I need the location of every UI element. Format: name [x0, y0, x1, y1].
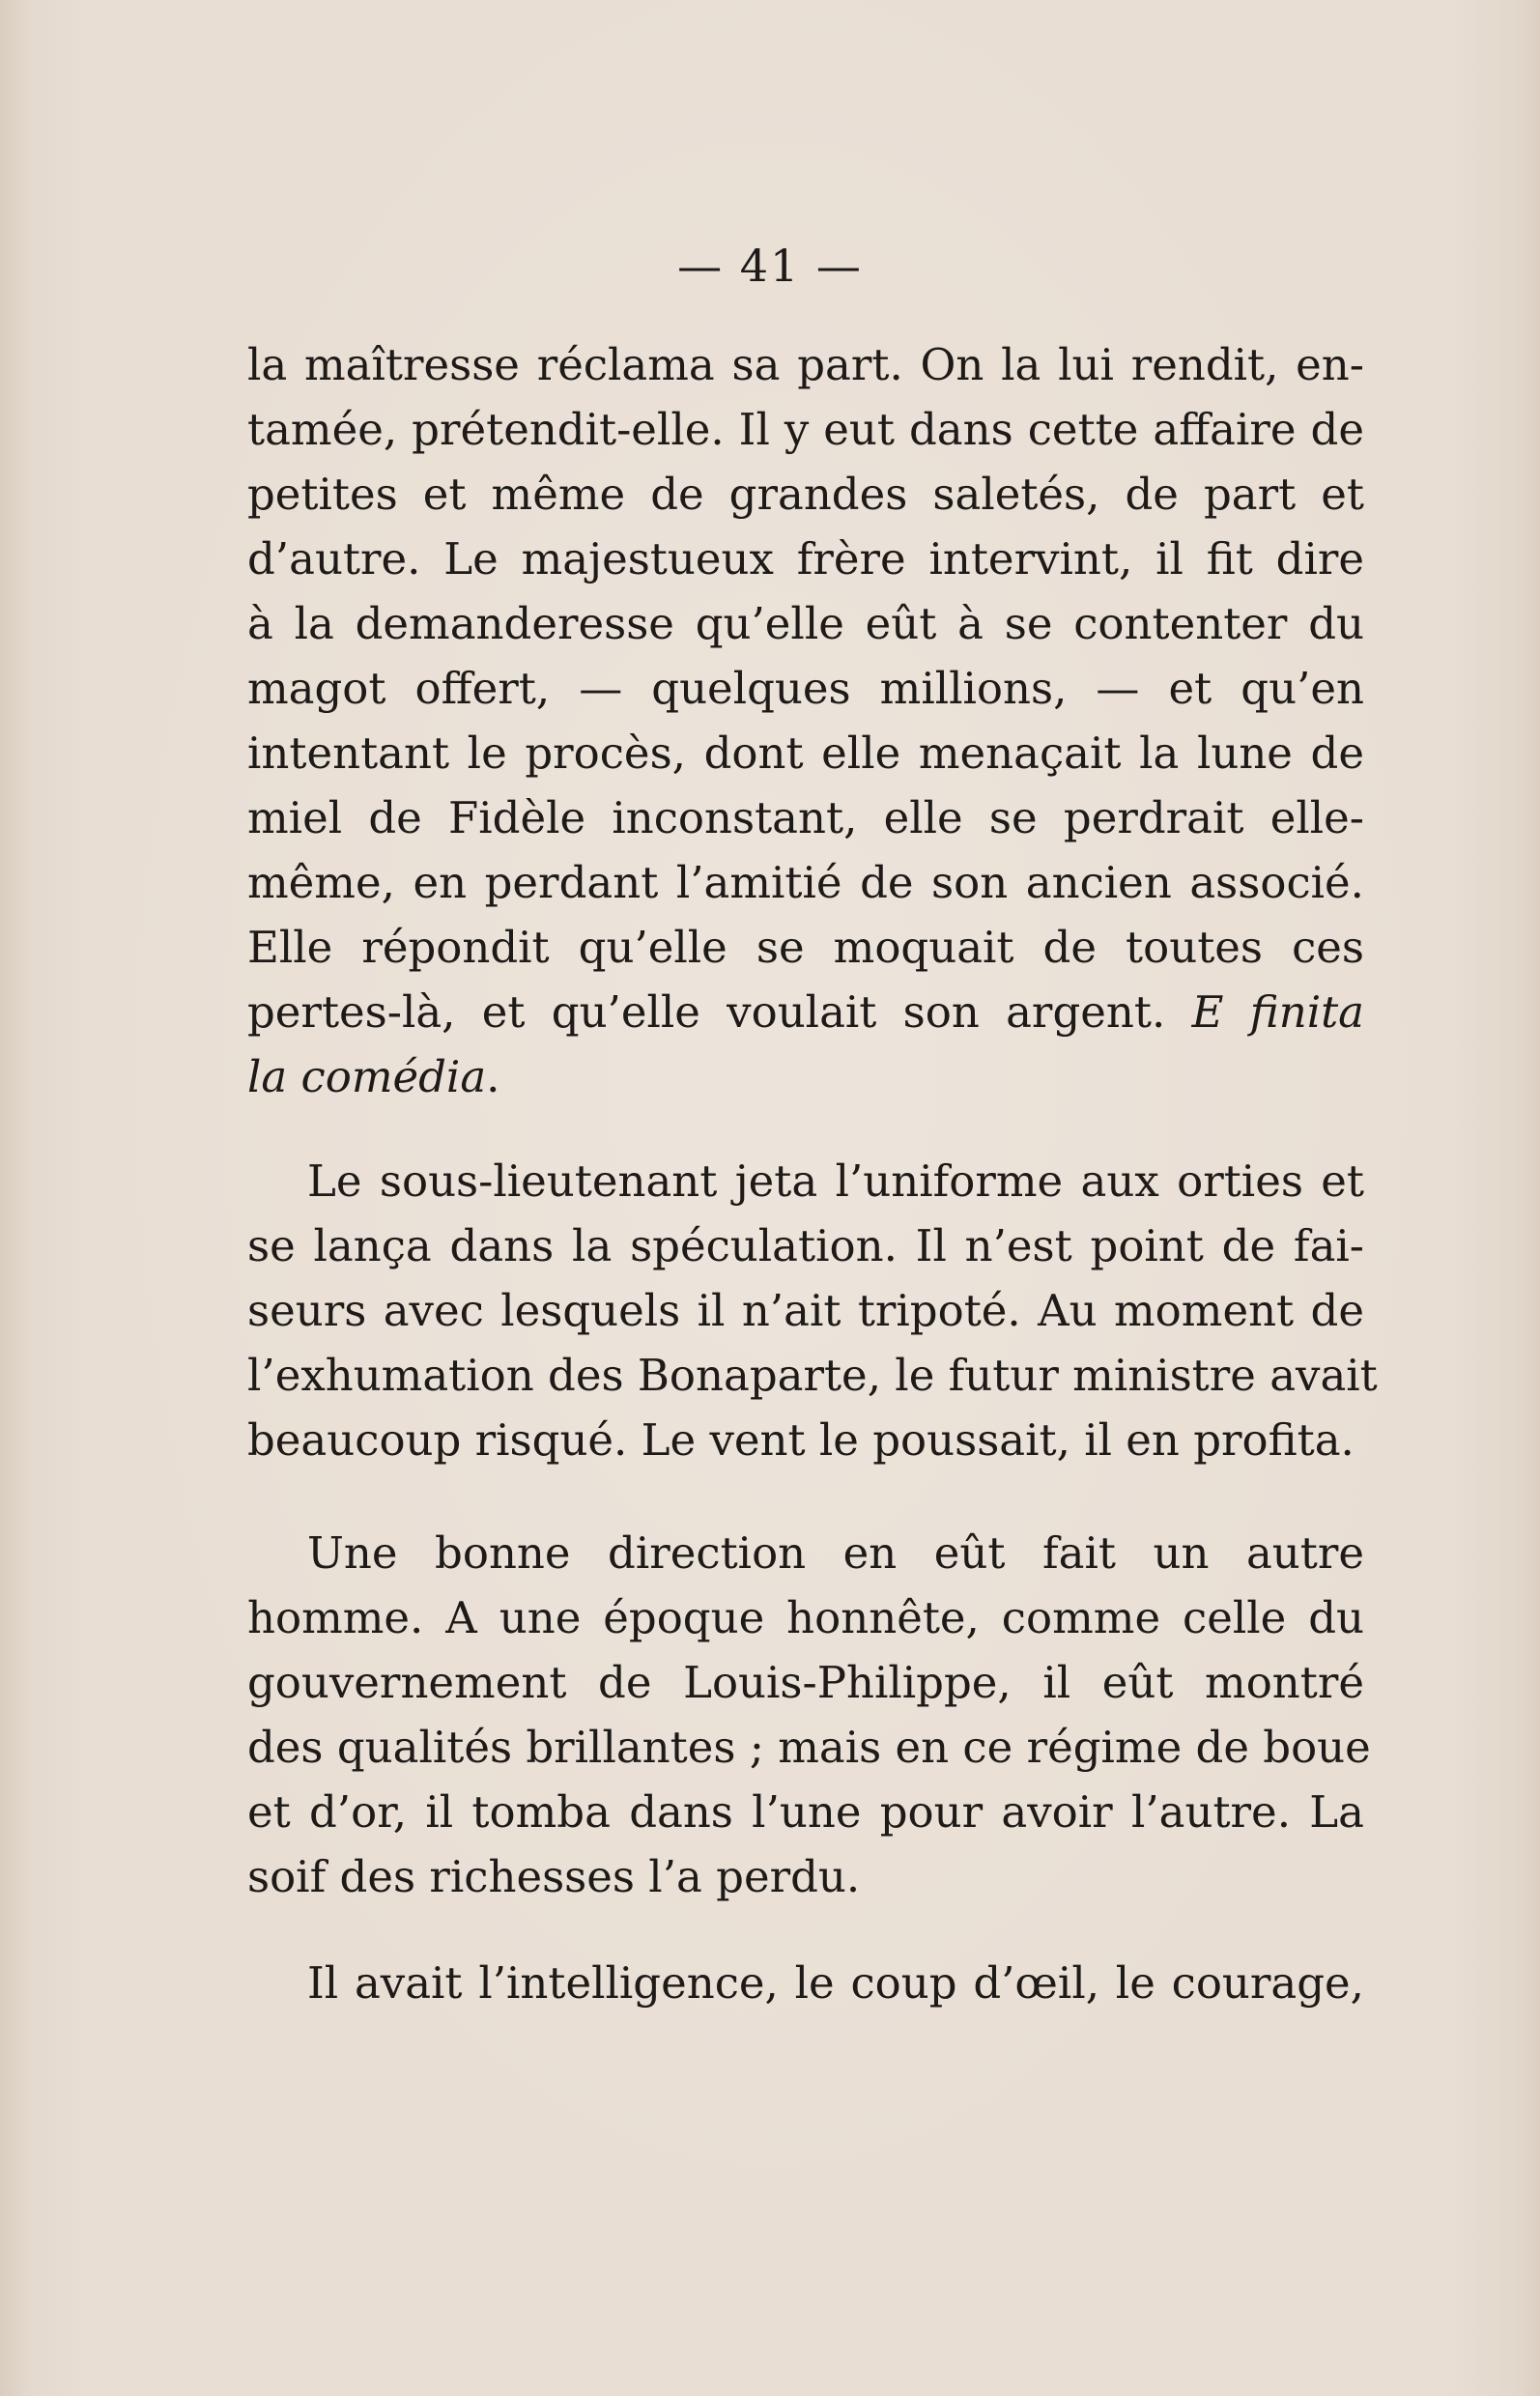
- text-line: beaucoup risqué. Le vent le poussait, il en profita.: [247, 1414, 1355, 1466]
- text-line: magot offert, — quelques millions, — et qu’en: [247, 663, 1364, 714]
- text-span: .: [486, 1051, 500, 1102]
- text-line: à la demanderesse qu’elle eût à se contenter du: [247, 598, 1364, 649]
- page-number: — 41 —: [677, 240, 863, 292]
- text-line: Une bonne direction en eût fait un autre: [307, 1527, 1364, 1579]
- text-line: miel de Fidèle inconstant, elle se perdrait elle-: [247, 792, 1364, 843]
- text-line: petites et même de grandes saletés, de part et: [247, 469, 1364, 520]
- text-line: Le sous-lieutenant jeta l’uniforme aux orties et: [307, 1155, 1364, 1207]
- paragraph-3: [247, 1525, 1371, 1921]
- text-line: et d’or, il tomba dans l’une pour avoir l’autre. La: [247, 1786, 1364, 1838]
- text-line: Elle répondit qu’elle se moquait de toutes ces: [247, 922, 1364, 973]
- text-line: tamée, prétendit-elle. Il y eut dans cette affaire de: [247, 404, 1364, 455]
- text-line: se lança dans la spéculation. Il n’est point de fai-: [247, 1220, 1364, 1271]
- text-line: intentant le procès, dont elle menaçait la lune de: [247, 727, 1364, 779]
- text-line: la maîtresse réclama sa part. On la lui rendit, en-: [247, 339, 1364, 390]
- italic-phrase: E finita: [1191, 986, 1364, 1038]
- text-line: d’autre. Le majestueux frère intervint, il fit dire: [247, 533, 1364, 585]
- paragraph-1: [247, 336, 1364, 1102]
- text-line: même, en perdant l’amitié de son ancien associé.: [247, 857, 1364, 908]
- paragraph-4: [247, 1954, 1364, 2022]
- text-line: soif des richesses l’a perdu.: [247, 1851, 861, 1902]
- italic-phrase: la comédia: [247, 1051, 487, 1102]
- paragraph-2: [247, 1153, 1378, 1481]
- text-line: homme. A une époque honnête, comme celle du: [247, 1592, 1364, 1643]
- text-line: des qualités brillantes ; mais en ce régime de boue: [247, 1722, 1371, 1773]
- text-line-with-italic: [247, 984, 1364, 1041]
- text-span: pertes-là, et qu’elle voulait son argent.: [247, 986, 1166, 1038]
- text-line: Il avait l’intelligence, le coup d’œil, le courage,: [307, 1957, 1364, 2009]
- text-line: seurs avec lesquels il n’ait tripoté. Au moment de: [247, 1285, 1364, 1336]
- text-line: l’exhumation des Bonaparte, le futur ministre avait: [247, 1350, 1378, 1401]
- text-line-with-italic: [247, 1048, 1364, 1106]
- text-line: gouvernement de Louis-Philippe, il eût montré: [247, 1657, 1364, 1708]
